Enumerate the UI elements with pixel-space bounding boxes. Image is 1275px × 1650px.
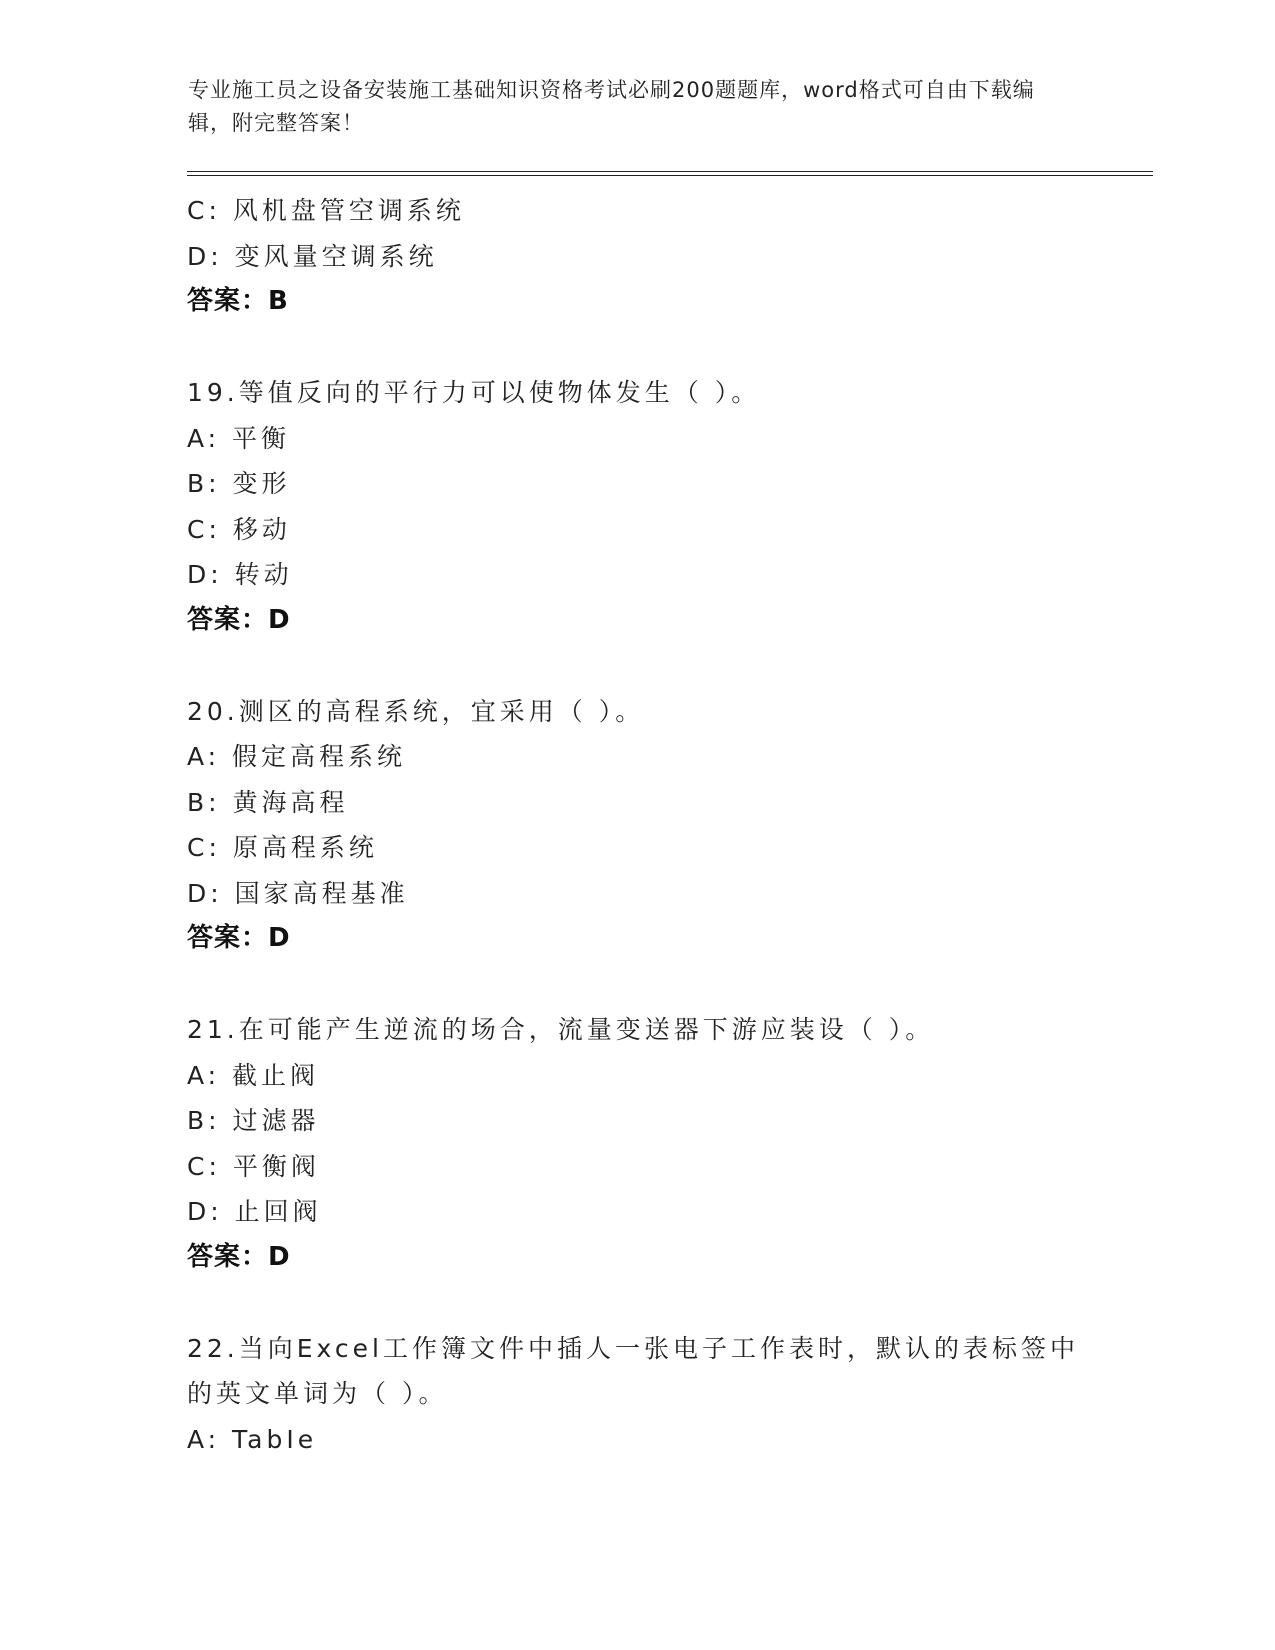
question-19 bbox=[187, 370, 1087, 643]
option-d: D: 止回阀 bbox=[187, 1197, 322, 1226]
option-d: D: 变风量空调系统 bbox=[187, 241, 438, 271]
question-text: 21.在可能产生逆流的场合，流量变送器下游应装设（ ）。 bbox=[187, 1015, 935, 1044]
option-a: A: TabIe bbox=[187, 1424, 318, 1454]
option-d: D: 转动 bbox=[187, 560, 293, 589]
answer-value: D bbox=[268, 604, 291, 635]
option-c: C: 平衡阀 bbox=[187, 1151, 320, 1181]
answer-label: 答案： bbox=[187, 1241, 269, 1272]
document-header bbox=[188, 74, 1068, 140]
answer-label: 答案： bbox=[187, 604, 269, 635]
answer-line bbox=[187, 598, 1087, 644]
option-a: A: 截止阀 bbox=[187, 1060, 320, 1090]
option-d: D: 国家高程基准 bbox=[187, 878, 409, 908]
answer-line bbox=[187, 916, 1087, 962]
option-b: B: 过滤器 bbox=[187, 1106, 320, 1135]
header-text: 专业施工员之设备安装施工基础知识资格考试必刷200题题库，word格式可自由下载编辑，附完整答案！ bbox=[188, 78, 1035, 135]
question-text: 19.等值反向的平行力可以使物体发生（ ）。 bbox=[187, 378, 761, 407]
header-rule-bottom bbox=[187, 175, 1153, 176]
option-c: C: 移动 bbox=[187, 514, 291, 544]
question-20 bbox=[187, 689, 1087, 962]
question-text-line-1: 22.当向Excel工作簿文件中插人一张电子工作表时，默认的表标签中 bbox=[187, 1333, 1079, 1363]
question-22 bbox=[187, 1326, 1087, 1463]
question-21 bbox=[187, 1007, 1087, 1280]
answer-line bbox=[187, 1235, 1087, 1281]
answer-label: 答案： bbox=[187, 286, 269, 316]
answer-value: B bbox=[268, 286, 289, 316]
answer-value: D bbox=[268, 1241, 291, 1272]
answer-value: D bbox=[268, 923, 291, 953]
header-rule-top bbox=[187, 171, 1153, 172]
option-b: B: 变形 bbox=[187, 469, 291, 498]
question-text-line-2: 的英文单词为（ ）。 bbox=[187, 1379, 448, 1408]
answer-label: 答案： bbox=[187, 923, 269, 953]
prev-question-block bbox=[187, 188, 1087, 325]
option-c: C: 风机盘管空调系统 bbox=[187, 196, 465, 225]
option-c: C: 原高程系统 bbox=[187, 833, 378, 862]
option-a: A: 平衡 bbox=[187, 423, 291, 453]
option-b: B: 黄海高程 bbox=[187, 787, 349, 817]
question-list bbox=[187, 188, 1087, 1462]
question-text: 20.测区的高程系统，宜采用（ ）。 bbox=[187, 696, 645, 726]
answer-line bbox=[187, 279, 1087, 325]
option-a: A: 假定高程系统 bbox=[187, 742, 407, 771]
